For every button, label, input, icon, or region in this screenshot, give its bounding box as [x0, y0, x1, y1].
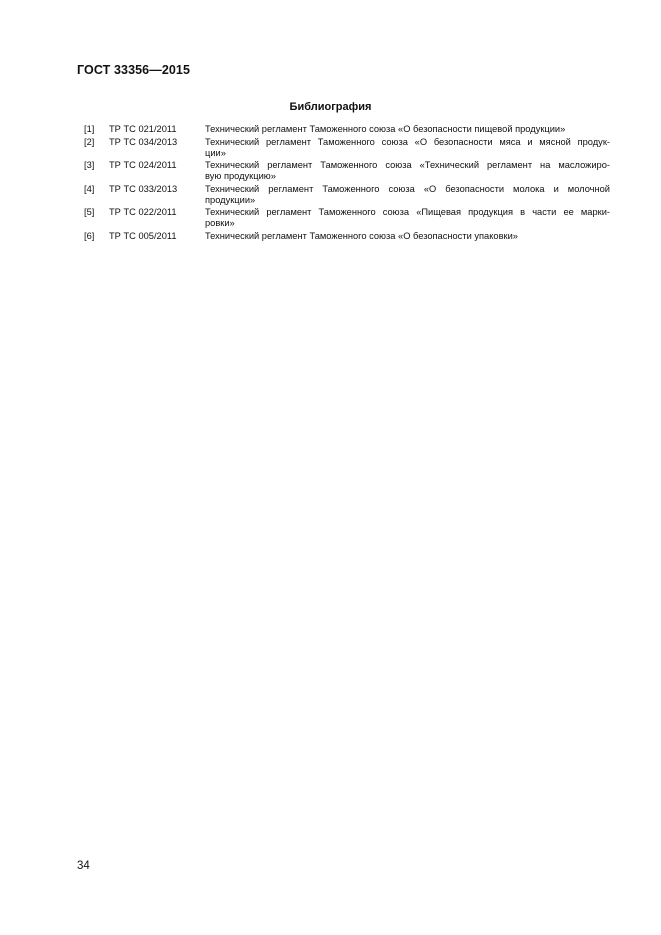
entry-title-line: ровки»: [205, 218, 235, 229]
entry-code: ТР ТС 034/2013: [109, 136, 178, 147]
document-code: ГОСТ 33356—2015: [77, 63, 191, 77]
entry-number: [1]: [84, 124, 95, 134]
entry-number: [5]: [84, 207, 95, 218]
entry-title-line: вую продукцию»: [205, 171, 276, 182]
bibliography-list: [84, 124, 610, 244]
entry-code: ТР ТС 022/2011: [109, 207, 177, 218]
entry-number: [6]: [84, 230, 95, 241]
bibliography-entry: [84, 231, 610, 242]
entry-number: [2]: [84, 136, 95, 147]
bibliography-entry: [84, 184, 610, 206]
entry-title-line: Технический регламент Таможенного союза «О безопасности пищевой продукции»: [205, 124, 566, 134]
entry-title-line: Технический регламент Таможенного союза «Пищевая продукция в части ее марки-: [205, 207, 610, 218]
entry-title-line: ции»: [205, 147, 226, 158]
bibliography-title: Библиография: [289, 101, 372, 113]
entry-title: [205, 184, 610, 206]
entry-title: [205, 124, 610, 135]
entry-title-line: Технический регламент Таможенного союза «О безопасности упаковки»: [205, 230, 518, 241]
bibliography-entry: [84, 160, 610, 182]
bibliography-entry: [84, 207, 610, 229]
entry-number: [3]: [84, 160, 95, 171]
entry-code: ТР ТС 021/2011: [109, 124, 177, 134]
entry-title: [205, 137, 610, 159]
entry-code: ТР ТС 033/2013: [109, 183, 178, 194]
entry-title-line: Технический регламент Таможенного союза «О безопасности молока и молочной: [205, 183, 610, 194]
entry-code: ТР ТС 005/2011: [109, 230, 177, 241]
bibliography-entry: [84, 124, 610, 135]
page-number: 34: [77, 860, 90, 872]
entry-code: ТР ТС 024/2011: [109, 160, 177, 171]
entry-number: [4]: [84, 183, 95, 194]
bibliography-entry: [84, 137, 610, 159]
entry-title-line: Технический регламент Таможенного союза «Технический регламент на масложиро-: [205, 160, 610, 171]
entry-title: [205, 207, 610, 229]
entry-title-line: Технический регламент Таможенного союза «О безопасности мяса и мясной продук-: [205, 136, 610, 147]
entry-title-line: продукции»: [205, 194, 256, 205]
entry-title: [205, 231, 610, 242]
entry-title: [205, 160, 610, 182]
